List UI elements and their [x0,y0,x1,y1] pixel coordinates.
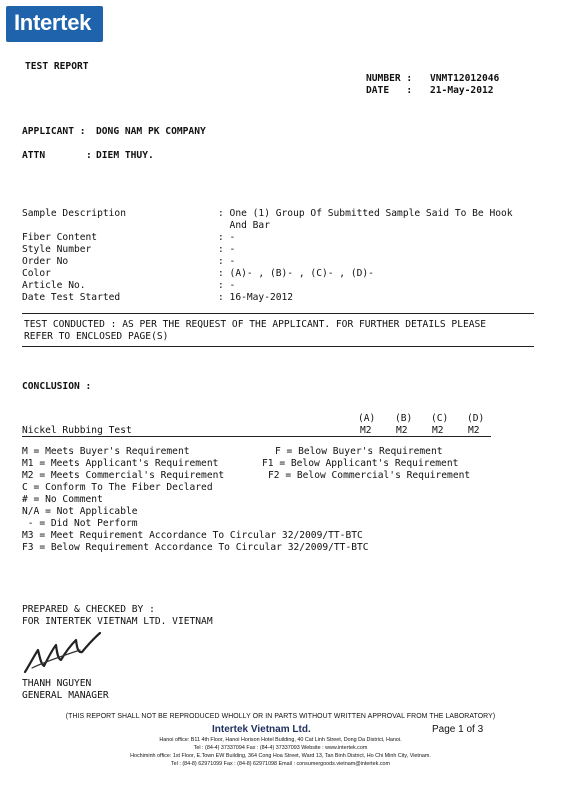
for-company: FOR INTERTEK VIETNAM LTD. VIETNAM [22,616,213,627]
legend-f2: F2 = Below Commercial's Requirement [268,470,471,481]
attn-value: DIEM THUY. [96,150,154,161]
sample-row-label: Color [22,268,51,279]
intertek-logo [6,6,103,42]
column-header-b: (B) [395,413,413,424]
legend-hash: # = No Comment [22,494,103,505]
legend-f3: F3 = Below Requirement Accordance To Circular 32/2009/TT-BTC [22,542,369,553]
conclusion-heading: CONCLUSION : [22,381,92,392]
report-number-label: NUMBER : [366,73,413,84]
column-header-c: (C) [431,413,449,424]
sample-row-value: And Bar [218,220,270,231]
applicant-label: APPLICANT : [22,126,86,137]
sample-row-label: Order No [22,256,69,267]
footer-company: Intertek Vietnam Ltd. [212,724,311,735]
legend-dash: - = Did Not Perform [22,518,138,529]
sample-row-value: : - [218,256,236,267]
sample-row-value: : (A)- , (B)- , (C)- , (D)- [218,268,374,279]
sample-row-label: Article No. [22,280,86,291]
column-header-a: (A) [358,413,376,424]
legend-c: C = Conform To The Fiber Declared [22,482,213,493]
sample-row-value: : - [218,244,236,255]
footer-hcm-contact: Tel : (84-8) 62971099 Fax : (84-8) 62971098 Email : consumergoods.vietnam@intertek.com [170,761,391,767]
test-name: Nickel Rubbing Test [22,425,132,436]
footer-page-number: Page 1 of 3 [432,724,484,735]
sample-row-label: Sample Description [22,208,126,219]
sample-row-value: : One (1) Group Of Submitted Sample Said To Be Hook [218,208,513,219]
footer-hcm-address: Hochiminh office: 1st Floor, E.Town EW Building, 364 Cong Hoa Street, Ward 13, Tan Binh District, Ho Chi Minh City, Vietnam. [130,753,431,759]
report-number-value: VNMT12012046 [430,73,500,84]
sample-row-label: Style Number [22,244,92,255]
test-conducted-line1: TEST CONDUCTED : AS PER THE REQUEST OF THE APPLICANT. FOR FURTHER DETAILS PLEASE [24,319,487,330]
document-type: TEST REPORT [25,61,89,72]
applicant-value: DONG NAM PK COMPANY [96,126,206,137]
result-c: M2 [432,425,444,436]
signer-title: GENERAL MANAGER [22,690,109,701]
legend-m: M = Meets Buyer's Requirement [22,446,190,457]
legend-m1: M1 = Meets Applicant's Requirement [22,458,219,469]
report-date-value: 21-May-2012 [430,85,494,96]
test-conducted-box [22,313,534,347]
attn-label: ATTN [22,150,46,161]
legend-m2: M2 = Meets Commercial's Requirement [22,470,225,481]
signature-image [22,628,108,676]
signer-name: THANH NGUYEN [22,678,92,689]
attn-colon: : [86,150,92,161]
legend-m3: M3 = Meet Requirement Accordance To Circular 32/2009/TT-BTC [22,530,363,541]
result-a: M2 [360,425,372,436]
legend-f: F = Below Buyer's Requirement [275,446,443,457]
logo-text: Intertek [14,10,92,35]
sample-row-label: Fiber Content [22,232,98,243]
report-date-label: DATE : [366,85,413,96]
prepared-by: PREPARED & CHECKED BY : [22,604,155,615]
result-b: M2 [396,425,408,436]
result-d: M2 [468,425,480,436]
footer-hanoi-address: Hanoi office: B11 4th Floor, Hanoi Horison Hotel Building, 40 Cat Linh Street, Dong Da District, Hanoi. [159,737,402,743]
legend-f1: F1 = Below Applicant's Requirement [262,458,459,469]
test-conducted-line2: REFER TO ENCLOSED PAGE(S) [24,331,169,342]
footer-disclaimer: (THIS REPORT SHALL NOT BE REPRODUCED WHOLLY OR IN PARTS WITHOUT WRITTEN APPROVAL FROM THE LABORATORY) [65,713,496,720]
legend-na: N/A = Not Applicable [22,506,138,517]
footer-hanoi-contact: Tel : (84-4) 37337094 Fax : (84-4) 37337093 Website : www.intertek.com [193,745,368,751]
sample-row-value: : 16-May-2012 [218,292,294,303]
sample-row-label: Date Test Started [22,292,121,303]
column-header-d: (D) [467,413,485,424]
sample-row-value: : - [218,280,236,291]
sample-row-value: : - [218,232,236,243]
conclusion-divider [22,436,491,437]
